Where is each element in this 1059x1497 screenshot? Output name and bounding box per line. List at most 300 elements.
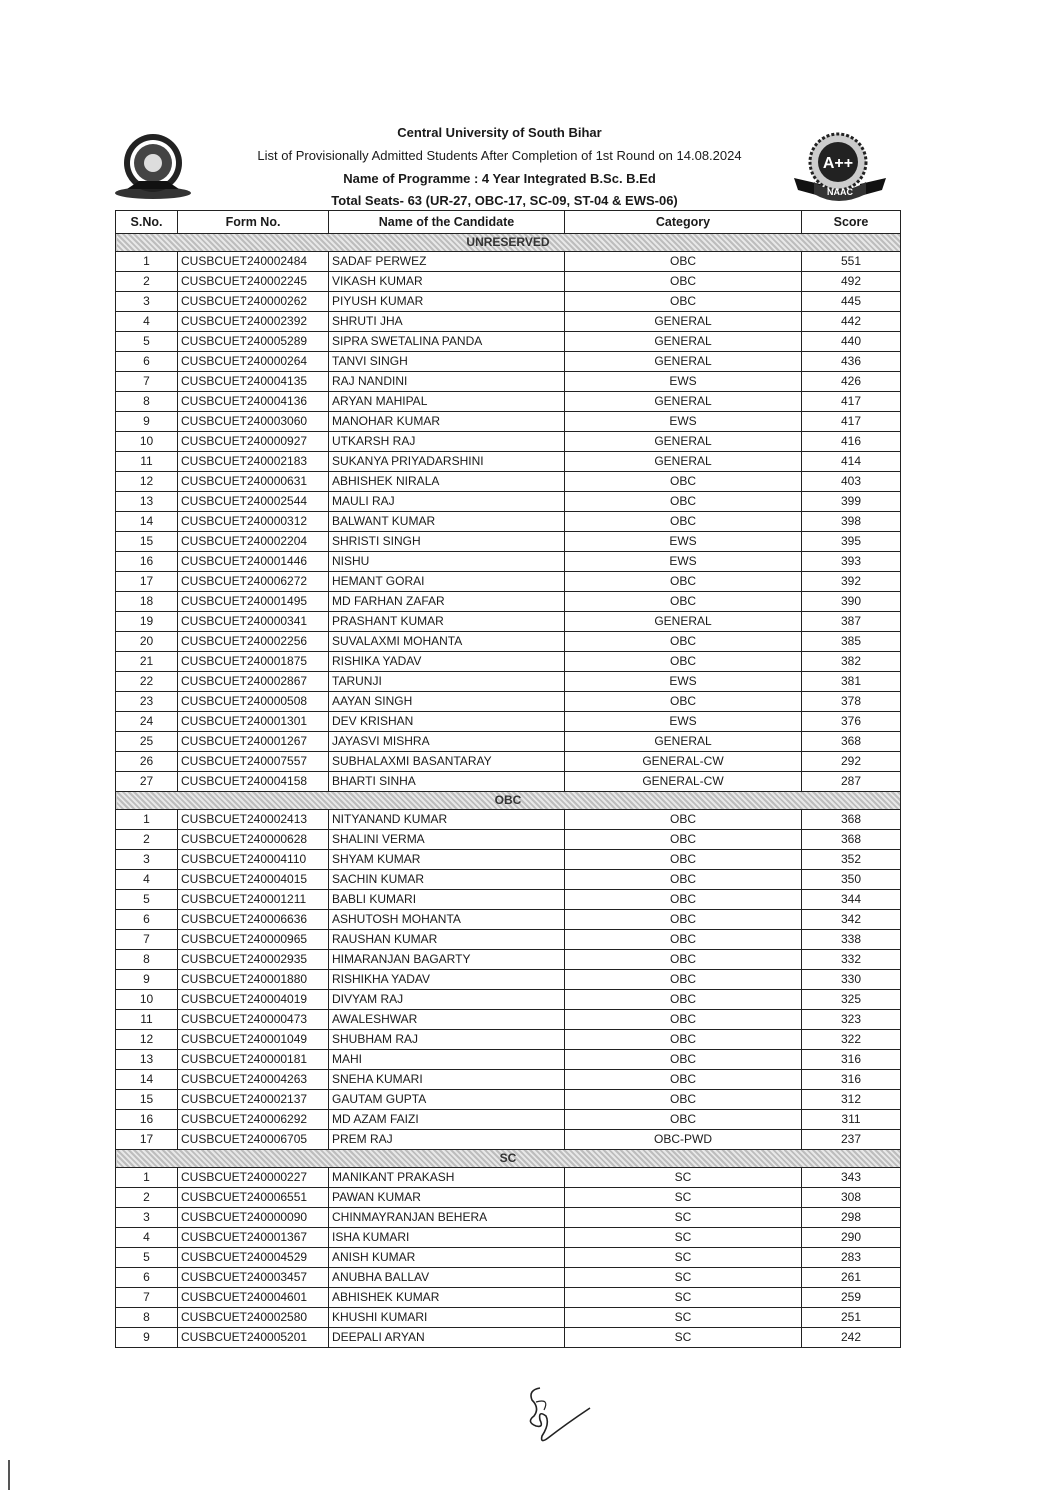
cell-score: 261	[802, 1268, 901, 1288]
cell-category: OBC	[565, 890, 802, 910]
cell-score: 308	[802, 1188, 901, 1208]
cell-category: OBC	[565, 910, 802, 930]
cell-sno: 22	[116, 672, 178, 692]
table-row	[116, 552, 901, 572]
cell-category: GENERAL-CW	[565, 772, 802, 792]
section-title: SC	[116, 1150, 901, 1168]
table-row	[116, 452, 901, 472]
cell-category: EWS	[565, 712, 802, 732]
cell-name: ABHISHEK NIRALA	[329, 472, 565, 492]
table-row	[116, 772, 901, 792]
university-logo-icon	[113, 131, 193, 201]
cell-category: GENERAL	[565, 432, 802, 452]
cell-score: 368	[802, 732, 901, 752]
cell-form-no: CUSBCUET240001301	[178, 712, 329, 732]
cell-score: 403	[802, 472, 901, 492]
cell-form-no: CUSBCUET240001880	[178, 970, 329, 990]
cell-sno: 9	[116, 1328, 178, 1348]
cell-score: 440	[802, 332, 901, 352]
cell-sno: 13	[116, 492, 178, 512]
table-row	[116, 352, 901, 372]
cell-sno: 17	[116, 572, 178, 592]
cell-form-no: CUSBCUET240001446	[178, 552, 329, 572]
cell-score: 376	[802, 712, 901, 732]
cell-category: OBC-PWD	[565, 1130, 802, 1150]
cell-sno: 1	[116, 810, 178, 830]
table-row	[116, 1010, 901, 1030]
section-title: OBC	[116, 792, 901, 810]
table-row	[116, 1228, 901, 1248]
table-row	[116, 532, 901, 552]
cell-sno: 27	[116, 772, 178, 792]
cell-category: OBC	[565, 292, 802, 312]
table-row	[116, 1110, 901, 1130]
naac-grade: A++	[822, 155, 854, 172]
cell-sno: 7	[116, 372, 178, 392]
cell-form-no: CUSBCUET240002183	[178, 452, 329, 472]
cell-name: SHYAM KUMAR	[329, 850, 565, 870]
cell-form-no: CUSBCUET240000264	[178, 352, 329, 372]
cell-name: MD AZAM FAIZI	[329, 1110, 565, 1130]
cell-name: ABHISHEK KUMAR	[329, 1288, 565, 1308]
cell-score: 382	[802, 652, 901, 672]
programme-name: Name of Programme : 4 Year Integrated B.Sc. B.Ed	[343, 171, 656, 186]
cell-score: 551	[802, 252, 901, 272]
cell-score: 352	[802, 850, 901, 870]
cell-score: 322	[802, 1030, 901, 1050]
cell-name: RISHIKA YADAV	[329, 652, 565, 672]
cell-form-no: CUSBCUET240002204	[178, 532, 329, 552]
cell-sno: 20	[116, 632, 178, 652]
cell-category: OBC	[565, 492, 802, 512]
table-row	[116, 632, 901, 652]
cell-category: GENERAL	[565, 392, 802, 412]
cell-form-no: CUSBCUET240000628	[178, 830, 329, 850]
cell-score: 385	[802, 632, 901, 652]
cell-name: MANOHAR KUMAR	[329, 412, 565, 432]
cell-category: OBC	[565, 692, 802, 712]
cell-form-no: CUSBCUET240005289	[178, 332, 329, 352]
cell-form-no: CUSBCUET240000341	[178, 612, 329, 632]
cell-score: 442	[802, 312, 901, 332]
cell-category: SC	[565, 1248, 802, 1268]
cell-sno: 14	[116, 1070, 178, 1090]
table-row	[116, 850, 901, 870]
list-title: List of Provisionally Admitted Students After Completion of 1st Round on 14.08.2024	[257, 148, 742, 163]
cell-name: NISHU	[329, 552, 565, 572]
cell-form-no: CUSBCUET240006272	[178, 572, 329, 592]
cell-sno: 3	[116, 292, 178, 312]
admission-table	[115, 210, 901, 1348]
cell-category: OBC	[565, 930, 802, 950]
cell-form-no: CUSBCUET240002245	[178, 272, 329, 292]
cell-name: MAHI	[329, 1050, 565, 1070]
cell-category: GENERAL	[565, 312, 802, 332]
cell-score: 323	[802, 1010, 901, 1030]
cell-score: 368	[802, 830, 901, 850]
cell-form-no: CUSBCUET240004158	[178, 772, 329, 792]
cell-name: BALWANT KUMAR	[329, 512, 565, 532]
cell-category: OBC	[565, 272, 802, 292]
cell-form-no: CUSBCUET240002935	[178, 950, 329, 970]
cell-sno: 18	[116, 592, 178, 612]
cell-score: 445	[802, 292, 901, 312]
cell-form-no: CUSBCUET240004136	[178, 392, 329, 412]
cell-name: BHARTI SINHA	[329, 772, 565, 792]
cell-sno: 16	[116, 552, 178, 572]
table-row	[116, 712, 901, 732]
table-body	[116, 234, 901, 1348]
cell-sno: 15	[116, 532, 178, 552]
cell-score: 350	[802, 870, 901, 890]
cell-score: 395	[802, 532, 901, 552]
table-row	[116, 1288, 901, 1308]
cell-form-no: CUSBCUET240003457	[178, 1268, 329, 1288]
cell-form-no: CUSBCUET240002256	[178, 632, 329, 652]
cell-category: GENERAL	[565, 732, 802, 752]
cell-score: 399	[802, 492, 901, 512]
table-row	[116, 1268, 901, 1288]
cell-category: OBC	[565, 830, 802, 850]
cell-score: 426	[802, 372, 901, 392]
cell-category: OBC	[565, 472, 802, 492]
cell-category: EWS	[565, 412, 802, 432]
table-row	[116, 732, 901, 752]
cell-form-no: CUSBCUET240006292	[178, 1110, 329, 1130]
cell-score: 316	[802, 1050, 901, 1070]
cell-name: PAWAN KUMAR	[329, 1188, 565, 1208]
cell-sno: 15	[116, 1090, 178, 1110]
table-row	[116, 272, 901, 292]
cell-sno: 2	[116, 1188, 178, 1208]
cell-name: RAJ NANDINI	[329, 372, 565, 392]
table-row	[116, 890, 901, 910]
cell-category: OBC	[565, 1030, 802, 1050]
cell-name: SNEHA KUMARI	[329, 1070, 565, 1090]
cell-sno: 3	[116, 1208, 178, 1228]
table-row	[116, 1168, 901, 1188]
table-row	[116, 810, 901, 830]
total-seats: Total Seats- 63 (UR-27, OBC-17, SC-09, ST-04 & EWS-06)	[331, 193, 678, 208]
table-row	[116, 1328, 901, 1348]
table-header-row	[116, 211, 901, 234]
cell-form-no: CUSBCUET240004601	[178, 1288, 329, 1308]
table-row	[116, 612, 901, 632]
cell-name: MAULI RAJ	[329, 492, 565, 512]
cell-category: EWS	[565, 552, 802, 572]
cell-name: VIKASH KUMAR	[329, 272, 565, 292]
table-row	[116, 652, 901, 672]
cell-name: HEMANT GORAI	[329, 572, 565, 592]
cell-name: SUKANYA PRIYADARSHINI	[329, 452, 565, 472]
table-row	[116, 432, 901, 452]
cell-score: 290	[802, 1228, 901, 1248]
table-row	[116, 1308, 901, 1328]
cell-score: 338	[802, 930, 901, 950]
cell-name: ARYAN MAHIPAL	[329, 392, 565, 412]
cell-category: EWS	[565, 672, 802, 692]
cell-sno: 4	[116, 312, 178, 332]
cell-name: DEV KRISHAN	[329, 712, 565, 732]
cell-score: 283	[802, 1248, 901, 1268]
cell-category: GENERAL	[565, 452, 802, 472]
table-row	[116, 472, 901, 492]
cell-score: 343	[802, 1168, 901, 1188]
cell-name: SUBHALAXMI BASANTARAY	[329, 752, 565, 772]
cell-name: AAYAN SINGH	[329, 692, 565, 712]
table-row	[116, 1070, 901, 1090]
cell-name: MANIKANT PRAKASH	[329, 1168, 565, 1188]
cell-form-no: CUSBCUET240000631	[178, 472, 329, 492]
cell-sno: 2	[116, 272, 178, 292]
cell-category: OBC	[565, 1110, 802, 1130]
cell-form-no: CUSBCUET240001049	[178, 1030, 329, 1050]
cell-form-no: CUSBCUET240001211	[178, 890, 329, 910]
cell-sno: 6	[116, 910, 178, 930]
cell-category: OBC	[565, 850, 802, 870]
cell-form-no: CUSBCUET240002413	[178, 810, 329, 830]
cell-name: BABLI KUMARI	[329, 890, 565, 910]
cell-score: 325	[802, 990, 901, 1010]
section-row	[116, 792, 901, 810]
cell-score: 436	[802, 352, 901, 372]
cell-name: JAYASVI MISHRA	[329, 732, 565, 752]
cell-category: SC	[565, 1288, 802, 1308]
cell-name: PREM RAJ	[329, 1130, 565, 1150]
cell-category: SC	[565, 1188, 802, 1208]
cell-form-no: CUSBCUET240004135	[178, 372, 329, 392]
table-row	[116, 1030, 901, 1050]
table-row	[116, 830, 901, 850]
cell-form-no: CUSBCUET240004529	[178, 1248, 329, 1268]
cell-form-no: CUSBCUET240001875	[178, 652, 329, 672]
cell-score: 398	[802, 512, 901, 532]
cell-sno: 6	[116, 352, 178, 372]
cell-sno: 8	[116, 950, 178, 970]
cell-sno: 7	[116, 930, 178, 950]
table-row	[116, 392, 901, 412]
cell-score: 311	[802, 1110, 901, 1130]
cell-form-no: CUSBCUET240000312	[178, 512, 329, 532]
cell-category: SC	[565, 1168, 802, 1188]
cell-category: OBC	[565, 1050, 802, 1070]
cell-sno: 19	[116, 612, 178, 632]
cell-sno: 12	[116, 1030, 178, 1050]
cell-form-no: CUSBCUET240004015	[178, 870, 329, 890]
cell-score: 332	[802, 950, 901, 970]
cell-sno: 11	[116, 1010, 178, 1030]
cell-category: OBC	[565, 1010, 802, 1030]
cell-form-no: CUSBCUET240000965	[178, 930, 329, 950]
col-header-name: Name of the Candidate	[329, 211, 565, 234]
cell-category: OBC	[565, 572, 802, 592]
cell-sno: 10	[116, 432, 178, 452]
cell-category: OBC	[565, 652, 802, 672]
naac-label: NAAC	[827, 187, 853, 197]
cell-name: HIMARANJAN BAGARTY	[329, 950, 565, 970]
cell-sno: 25	[116, 732, 178, 752]
cell-category: OBC	[565, 810, 802, 830]
cell-sno: 8	[116, 392, 178, 412]
cell-score: 416	[802, 432, 901, 452]
cell-form-no: CUSBCUET240004263	[178, 1070, 329, 1090]
cell-score: 242	[802, 1328, 901, 1348]
cell-name: TARUNJI	[329, 672, 565, 692]
cell-category: SC	[565, 1328, 802, 1348]
cell-form-no: CUSBCUET240002392	[178, 312, 329, 332]
cell-category: SC	[565, 1228, 802, 1248]
table-row	[116, 1208, 901, 1228]
cell-form-no: CUSBCUET240000090	[178, 1208, 329, 1228]
cell-score: 344	[802, 890, 901, 910]
cell-form-no: CUSBCUET240000181	[178, 1050, 329, 1070]
cell-sno: 26	[116, 752, 178, 772]
cell-sno: 8	[116, 1308, 178, 1328]
cell-form-no: CUSBCUET240005201	[178, 1328, 329, 1348]
scan-artifact	[8, 1460, 10, 1490]
cell-sno: 12	[116, 472, 178, 492]
cell-sno: 6	[116, 1268, 178, 1288]
cell-sno: 9	[116, 412, 178, 432]
cell-form-no: CUSBCUET240004019	[178, 990, 329, 1010]
table-row	[116, 990, 901, 1010]
cell-category: OBC	[565, 970, 802, 990]
cell-score: 368	[802, 810, 901, 830]
table-row	[116, 372, 901, 392]
cell-name: ANUBHA BALLAV	[329, 1268, 565, 1288]
cell-score: 393	[802, 552, 901, 572]
cell-name: SIPRA SWETALINA PANDA	[329, 332, 565, 352]
cell-form-no: CUSBCUET240006551	[178, 1188, 329, 1208]
cell-score: 378	[802, 692, 901, 712]
table-row	[116, 950, 901, 970]
cell-sno: 2	[116, 830, 178, 850]
cell-form-no: CUSBCUET240006636	[178, 910, 329, 930]
table-row	[116, 752, 901, 772]
cell-score: 381	[802, 672, 901, 692]
col-header-category: Category	[565, 211, 802, 234]
cell-name: MD FARHAN ZAFAR	[329, 592, 565, 612]
cell-sno: 16	[116, 1110, 178, 1130]
table-row	[116, 1188, 901, 1208]
cell-score: 417	[802, 412, 901, 432]
cell-sno: 14	[116, 512, 178, 532]
cell-name: CHINMAYRANJAN BEHERA	[329, 1208, 565, 1228]
cell-category: GENERAL	[565, 352, 802, 372]
cell-name: SADAF PERWEZ	[329, 252, 565, 272]
cell-score: 417	[802, 392, 901, 412]
table-row	[116, 1090, 901, 1110]
table-row	[116, 870, 901, 890]
col-header-sno: S.No.	[116, 211, 178, 234]
table-row	[116, 572, 901, 592]
cell-category: OBC	[565, 870, 802, 890]
cell-sno: 10	[116, 990, 178, 1010]
cell-form-no: CUSBCUET240000508	[178, 692, 329, 712]
table-row	[116, 970, 901, 990]
naac-logo-icon	[790, 128, 890, 208]
cell-name: PIYUSH KUMAR	[329, 292, 565, 312]
cell-score: 392	[802, 572, 901, 592]
col-header-score: Score	[802, 211, 901, 234]
section-row	[116, 1150, 901, 1168]
cell-score: 292	[802, 752, 901, 772]
cell-form-no: CUSBCUET240001367	[178, 1228, 329, 1248]
cell-score: 298	[802, 1208, 901, 1228]
cell-score: 342	[802, 910, 901, 930]
cell-sno: 7	[116, 1288, 178, 1308]
cell-name: KHUSHI KUMARI	[329, 1308, 565, 1328]
cell-form-no: CUSBCUET240003060	[178, 412, 329, 432]
cell-name: UTKARSH RAJ	[329, 432, 565, 452]
cell-category: EWS	[565, 532, 802, 552]
cell-sno: 24	[116, 712, 178, 732]
cell-form-no: CUSBCUET240000262	[178, 292, 329, 312]
table-row	[116, 592, 901, 612]
cell-sno: 17	[116, 1130, 178, 1150]
table-row	[116, 312, 901, 332]
cell-form-no: CUSBCUET240002580	[178, 1308, 329, 1328]
cell-sno: 5	[116, 1248, 178, 1268]
cell-name: PRASHANT KUMAR	[329, 612, 565, 632]
cell-score: 259	[802, 1288, 901, 1308]
cell-sno: 13	[116, 1050, 178, 1070]
signature-icon	[510, 1380, 600, 1450]
table-row	[116, 1130, 901, 1150]
cell-form-no: CUSBCUET240004110	[178, 850, 329, 870]
cell-category: GENERAL-CW	[565, 752, 802, 772]
cell-form-no: CUSBCUET240001495	[178, 592, 329, 612]
cell-sno: 1	[116, 252, 178, 272]
cell-name: DIVYAM RAJ	[329, 990, 565, 1010]
cell-score: 316	[802, 1070, 901, 1090]
cell-name: RAUSHAN KUMAR	[329, 930, 565, 950]
cell-category: GENERAL	[565, 332, 802, 352]
cell-category: OBC	[565, 1090, 802, 1110]
table-row	[116, 930, 901, 950]
cell-name: GAUTAM GUPTA	[329, 1090, 565, 1110]
cell-sno: 5	[116, 332, 178, 352]
table-row	[116, 492, 901, 512]
cell-name: SHRUTI JHA	[329, 312, 565, 332]
cell-sno: 4	[116, 1228, 178, 1248]
cell-sno: 21	[116, 652, 178, 672]
cell-sno: 23	[116, 692, 178, 712]
cell-name: ASHUTOSH MOHANTA	[329, 910, 565, 930]
col-header-form-no: Form No.	[178, 211, 329, 234]
cell-score: 414	[802, 452, 901, 472]
cell-name: SACHIN KUMAR	[329, 870, 565, 890]
cell-name: ISHA KUMARI	[329, 1228, 565, 1248]
cell-name: RISHIKHA YADAV	[329, 970, 565, 990]
cell-category: SC	[565, 1208, 802, 1228]
cell-score: 312	[802, 1090, 901, 1110]
section-title: UNRESERVED	[116, 234, 901, 252]
cell-name: TANVI SINGH	[329, 352, 565, 372]
cell-category: OBC	[565, 512, 802, 532]
cell-name: ANISH KUMAR	[329, 1248, 565, 1268]
university-name: Central University of South Bihar	[397, 125, 602, 140]
cell-score: 287	[802, 772, 901, 792]
table-row	[116, 332, 901, 352]
cell-score: 237	[802, 1130, 901, 1150]
cell-score: 390	[802, 592, 901, 612]
cell-form-no: CUSBCUET240002544	[178, 492, 329, 512]
cell-category: SC	[565, 1268, 802, 1288]
cell-name: NITYANAND KUMAR	[329, 810, 565, 830]
cell-category: OBC	[565, 252, 802, 272]
cell-sno: 5	[116, 890, 178, 910]
